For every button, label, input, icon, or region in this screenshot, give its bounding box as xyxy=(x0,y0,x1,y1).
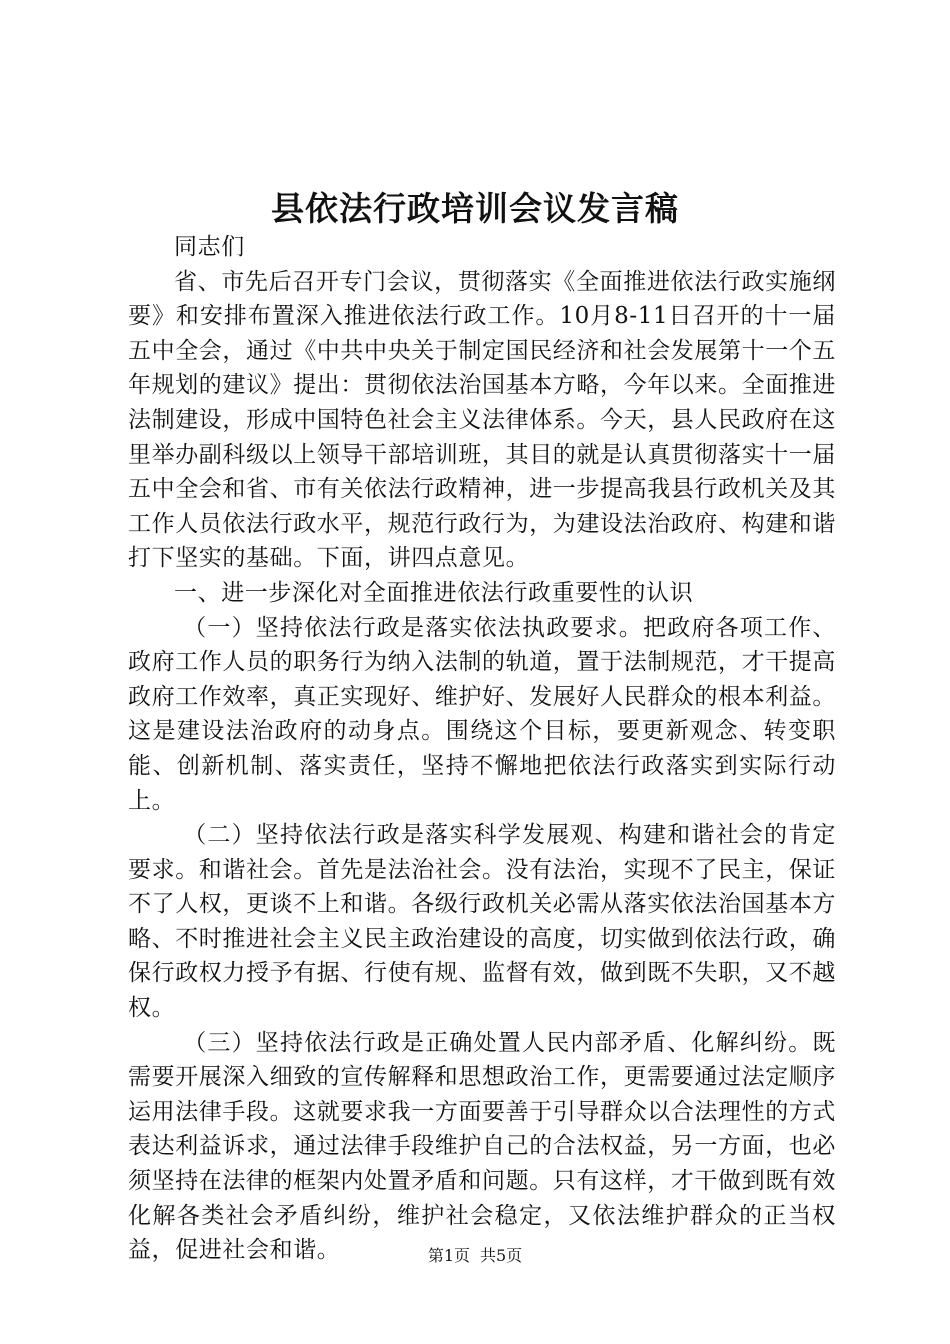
section-heading-1: 一、进一步深化对全面推进依法行政重要性的认识 xyxy=(174,579,694,606)
paragraph-point-3: （三）坚持依法行政是正确处置人民内部矛盾、化解纠纷。既需要开展深入细致的宣传解释和思想政治工作，更需要通过法定顺序运用法律手段。这就要求我一方面要善于引导群众以合法理性的方式表达利益诉求，通过法律手段维护自己的合法权益，另一方面，也必须坚持在法律的框架内处置矛盾和问题。只有这样，才干做到既有效化解各类社会矛盾纠纷，维护社会稳定，又依法维护群众的正当权益，促进社会和谐。 xyxy=(128,1029,836,1264)
salutation: 同志们 xyxy=(174,234,245,260)
document-body xyxy=(128,230,836,1268)
document-title: 县依法行政培训会议发言稿 xyxy=(271,189,679,228)
page-total: 共5页 xyxy=(480,1246,523,1265)
page-number: 第1页 xyxy=(427,1246,470,1265)
page-footer xyxy=(0,1244,950,1268)
paragraph-point-2: （二）坚持依法行政是落实科学发展观、构建和谐社会的肯定要求。和谐社会。首先是法治社会。没有法治，实现不了民主，保证不了人权，更谈不上和谐。各级行政机关必需从落实依法治国基本方略、不时推进社会主义民主政治建设的高度，切实做到依法行政，确保行政权力授予有据、行使有规、监督有效，做到既不失职，又不越权。 xyxy=(128,822,836,1022)
paragraph-intro: 省、市先后召开专门会议，贯彻落实《全面推进依法行政实施纲要》和安排布置深入推进依法行政工作。10月8-11日召开的十一届五中全会，通过《中共中央关于制定国民经济和社会发展第十一个五年规划的建议》提出：贯彻依法治国基本方略，今年以来。全面推进法制建设，形成中国特色社会主义法律体系。今天，县人民政府在这里举办副科级以上领导干部培训班，其目的就是认真贯彻落实十一届五中全会和省、市有关依法行政精神，进一步提高我县行政机关及其工作人员依法行政水平，规范行政行为，为建设法治政府、构建和谐打下坚实的基础。下面，讲四点意见。 xyxy=(128,268,836,572)
paragraph-point-1: （一）坚持依法行政是落实依法执政要求。把政府各项工作、政府工作人员的职务行为纳入法制的轨道，置于法制规范，才干提高政府工作效率，真正实现好、维护好、发展好人民群众的根本利益。这是建设法治政府的动身点。围绕这个目标，要更新观念、转变职能、创新机制、落实责任，坚持不懈地把依法行政落实到实际行动上。 xyxy=(128,614,836,814)
